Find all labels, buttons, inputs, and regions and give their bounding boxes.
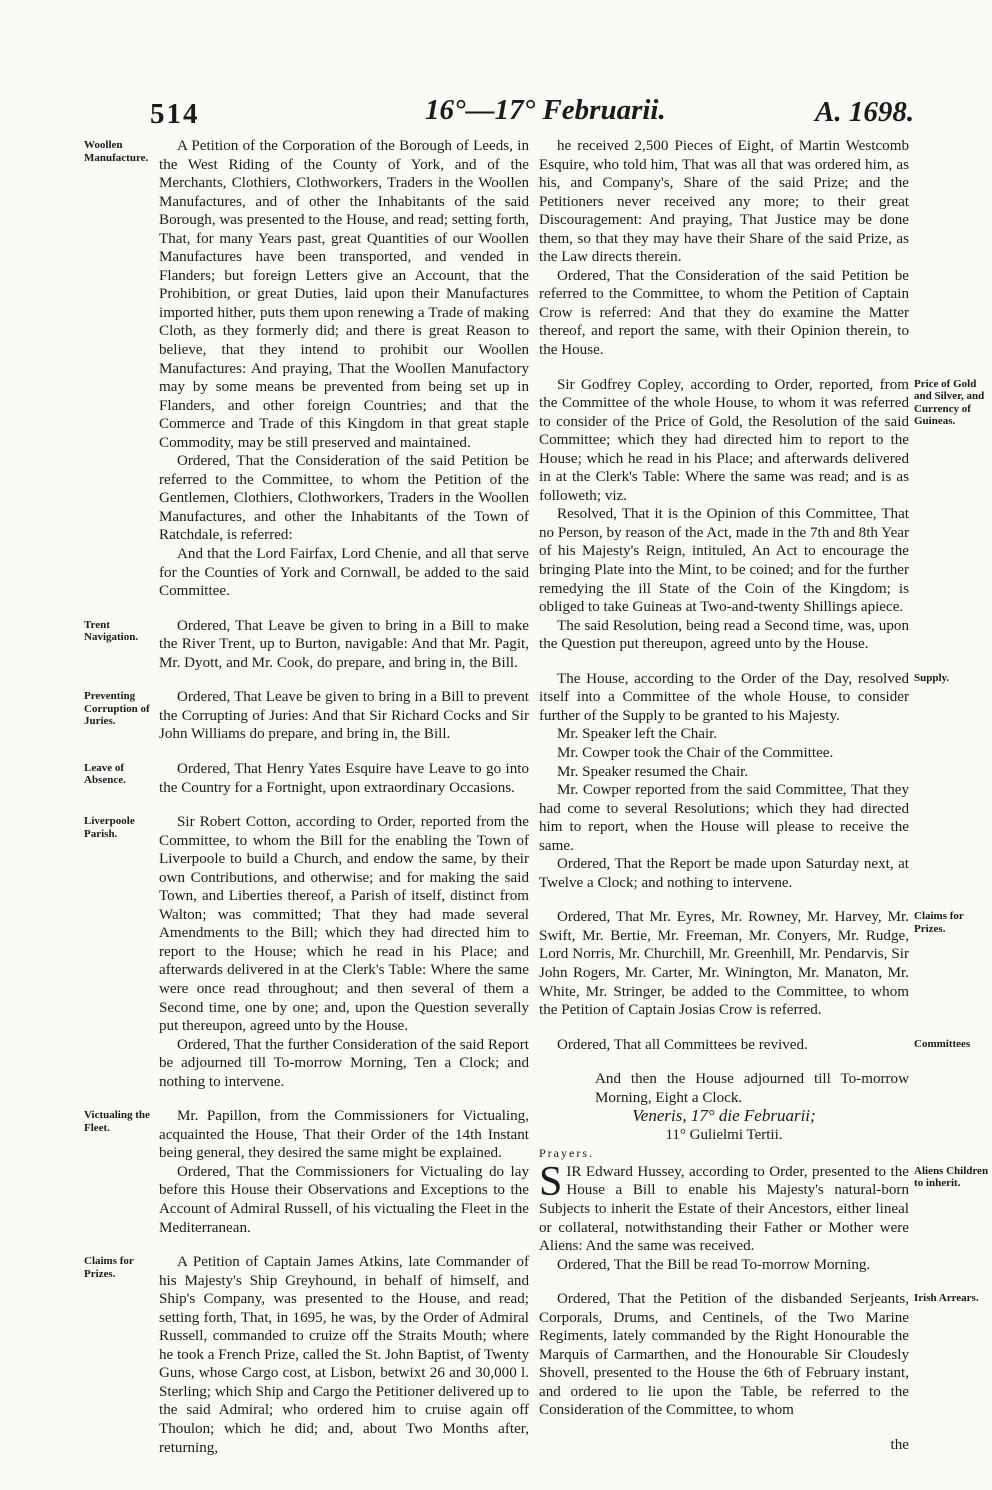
entry-text: IR Edward Hussey, according to Order, presented to the House a Bill to enable his Majesty's natural-born Subjects to inherit the Estate of their Ancestors, either lineal or collateral, notwithstanding their Father or Mother were Aliens: And the same was received. — [539, 1163, 909, 1255]
entry-paragraph: Ordered, That Mr. Eyres, Mr. Rowney, Mr. Harvey, Mr. Swift, Mr. Bertie, Mr. Freeman, Mr. Conyers, Mr. Rudge, Lord Norris, Mr. Churchill, Mr. Greenhill, Mr. Pendarvis, Sir John Rogers, Mr. Carter, Mr. Winington, Mr. Manaton, Mr. White, Mr. Stringer, be added to the Committee, to whom the Petition of Captain Josias Crow is referred. — [539, 909, 909, 1019]
entry-block — [539, 1158, 909, 1274]
margin-note: Supply. — [914, 671, 950, 684]
entry-paragraph: A Petition of the Corporation of the Borough of Leeds, in the West Riding of the County of York, and of the Merchants, Clothiers, Clothworkers, Traders in the Woollen Manufactures, and of other the Inhabitants of the said Borough, was presented to the House, and read; setting forth, That, for many Years past, great Quantities of our Woollen Manufactures have been transported, and vended in Flanders; but foreign Letters give an Account, that the Prohibition, or great Duties, laid upon their Manufactures imported hither, puts them upon renewing a Trade of making Cloth, as they formerly did; and there is great Reason to believe, that they intend to prohibit our Woollen Manufactures: And praying, That the Woollen Manufactory may by some means be prevented from being set up in Flanders, and other foreign Countries; and that the Commerce and Trade of this Kingdom in that great staple Commodity, may be still preserved and maintained. — [159, 138, 529, 451]
entry-paragraph: Ordered, That Leave be given to bring in a Bill to make the River Trent, up to Burton, navigable: And that Mr. Pagit, Mr. Dyott, and Mr. Cook, do prepare, and bring in, the Bill. — [159, 617, 529, 671]
entry-paragraph: Mr. Papillon, from the Commissioners for Victualing, acquainted the House, That their Order of the 14th Instant being general, they desired the same might be explained. — [159, 1108, 529, 1162]
entry-paragraph: Ordered, That all Committees be revived. — [557, 1036, 808, 1053]
catchword: the — [890, 1437, 909, 1453]
left-column — [159, 137, 529, 1473]
entry-paragraph: The House, according to the Order of the Day, resolved itself into a Committee of the whole House, to consider further of the Supply to be granted to his Majesty. — [539, 670, 909, 724]
entry-paragraph: Ordered, That the Bill be read To-morrow Morning. — [557, 1256, 871, 1273]
entry-paragraph: Mr. Speaker resumed the Chair. — [557, 763, 749, 780]
margin-note: Leave of Absence. — [84, 761, 126, 787]
entry-block — [159, 1253, 529, 1457]
entry-paragraph: A Petition of Captain James Atkins, late Commander of his Majesty's Ship Greyhound, in behalf of himself, and Ship's Company, was presented to the House, and read; setting forth, That, in 1695, he was, by the Order of Admiral Russell, commanded to cruize off the Straits Mouth; where he took a French Prize, called the St. John Baptist, of Twenty Guns, whose Cargo cost, at Lisbon, betwixt 26 and 30,000 l. Sterling; which Ship and Cargo the Petitioner delivered up to the said Admiral; who ordered him to cruise again off Thoulon; which he did; and, about Two Months after, returning, — [159, 1254, 529, 1456]
entry-block — [159, 760, 529, 797]
page-date: 16°—17° Februarii. — [425, 94, 666, 126]
entry-paragraph: Ordered, That the further Consideration of the said Report be adjourned till To-morrow Morning, Ten a Clock; and nothing to intervene. — [159, 1036, 529, 1090]
entry-paragraph: Ordered, That the Petition of the disbanded Serjeants, Corporals, Drums, and Centinels, of the Two Marine Regiments, lately commanded by the Right Honourable the Marquis of Carmarthen, and the Honourable Sir Cloudesly Shovell, presented to the House the 6th of February instant, and ordered to lie upon the Table, be referred to the Consideration of the Committee, to whom — [539, 1291, 909, 1419]
margin-note: Preventing Corruption of Juries. — [84, 690, 150, 728]
entry-paragraph: he received 2,500 Pieces of Eight, of Martin Westcomb Esquire, who told him, That was all that was ordered him, as his, and Company's, Share of the said Prize; and the Petitioners never received any more; to their great Discouragement: And praying, That Justice may be done them, so that they may have their Share of the said Prize, as the Law directs therein. — [539, 138, 909, 266]
entry-paragraph: Ordered, That the Report be made upon Saturday next, at Twelve a Clock; and nothing to intervene. — [539, 856, 909, 891]
entry-paragraph: Ordered, That the Commissioners for Victualing do lay before this House their Observations and Exceptions to the Account of Admiral Russell, of his victualing the Fleet in the Mediterranean. — [159, 1163, 529, 1236]
margin-note: Woollen Manufacture. — [84, 139, 149, 164]
entry-block — [159, 688, 529, 744]
entry-block — [539, 670, 909, 893]
page-header — [0, 94, 992, 138]
day-entries — [539, 1158, 909, 1420]
entry-paragraph: Sir Godfrey Copley, according to Order, reported, from the Committee of the whole House, to whom it was referred to consider of the Price of Gold, the Resolution of the said Committee; which they had directed him to report to the House; which he read in his Place; and afterwards delivered in at the Clerk's Table: Where the same was read; and is as followeth; viz. — [539, 376, 909, 504]
margin-note: Claims for Prizes. — [914, 910, 964, 935]
entry-paragraph: The said Resolution, being read a Second time, was, upon the Question put thereupon, agreed unto by the House. — [539, 617, 909, 653]
margin-note: Price of Gold and Silver, and Currency of Guineas. — [914, 377, 985, 428]
prayers-heading: Prayers. — [539, 1146, 594, 1161]
entry-paragraph: And that the Lord Fairfax, Lord Chenie, and all that serve for the Counties of York and Cornwall, be added to the said Committee. — [159, 546, 529, 600]
right-entries — [539, 137, 909, 1054]
margin-note: Aliens Children to inherit. — [914, 1164, 989, 1190]
right-column — [539, 137, 909, 1455]
day-title: Veneris, 17° die Februarii; — [632, 1106, 816, 1126]
margin-note: Irish Arrears. — [914, 1292, 979, 1305]
entry-block — [159, 617, 529, 673]
entry-block — [539, 137, 909, 360]
entry-block — [539, 1290, 909, 1420]
entry-paragraph: Mr. Cowper reported from the said Committee, That they had come to several Resolutions; which they had directed him to report, when the House will please to receive the same. — [539, 782, 909, 854]
entry-block — [159, 137, 529, 601]
margin-note: Victualing the Fleet. — [84, 1109, 150, 1134]
entry-block — [539, 908, 909, 1019]
drop-capital: S — [539, 1158, 563, 1205]
entry-block — [539, 1036, 909, 1055]
entry-paragraph: Ordered, That Henry Yates Esquire have Leave to go into the Country for a Fortnight, upon extraordinary Occasions. — [159, 760, 529, 796]
margin-note: Claims for Prizes. — [84, 1255, 134, 1280]
day-subtitle: 11° Gulielmi Tertii. — [665, 1126, 783, 1143]
adjournment: And then the House adjourned till To-morrow Morning, Eight a Clock. — [595, 1071, 909, 1106]
entry-block — [159, 813, 529, 1091]
entry-block — [539, 376, 909, 654]
entry-paragraph: Sir Robert Cotton, according to Order, reported from the Committee, to whom the Bill for the enabling the Town of Liverpoole to build a Church, and endow the same, by their own Contributions, and otherwise; and for making the said Town, and Liberties thereof, a Parish of itself, distinct from Walton; was committed; That they had made several Amendments to the Bill; which they had directed him to report to the House; which he read in his Place; and afterwards delivered in at the Clerk's Table: Where the same were once read throughout; and then several of them a Second time, one by one; and, upon the Question severally put thereupon, agreed unto by the House. — [159, 814, 529, 1035]
margin-note: Committees — [914, 1037, 971, 1050]
entry-paragraph: Mr. Speaker left the Chair. — [557, 726, 718, 743]
entry-paragraph: Ordered, That the Consideration of the said Petition be referred to the Committee, to whom the Petition of the Gentlemen, Clothiers, Clothworkers, Traders in the Woollen Manufactures, and other the Inhabitants of the Town of Ratchdale, is referred: — [159, 453, 529, 544]
entry-paragraph: Resolved, That it is the Opinion of this Committee, That no Person, by reason of the Act, made in the 7th and 8th Year of his Majesty's Reign, intituled, An Act to encourage the bringing Plate into the Mint, to be coined; and for the further remedying the ill State of the Coin of the Kingdom; is obliged to take Guineas at Two-and-twenty Shillings apiece. — [539, 506, 909, 616]
entry-paragraph: Ordered, That Leave be given to bring in a Bill to prevent the Corrupting of Juries: And that Sir Richard Cocks and Sir John Williams do prepare, and bring in, the Bill. — [159, 689, 529, 743]
page-year: A. 1698. — [815, 96, 915, 128]
margin-note: Liverpoole Parish. — [84, 815, 135, 840]
entry-block — [159, 1107, 529, 1237]
entry-paragraph — [539, 1158, 909, 1256]
page-number: 514 — [150, 98, 200, 130]
entry-paragraph: Ordered, That the Consideration of the said Petition be referred to the Committee, to whom the Petition of Captain Crow is referred: And that they do examine the Matter thereof, and report the same, with their Opinion therein, to the House. — [539, 267, 909, 359]
entry-paragraph: Mr. Cowper took the Chair of the Committee. — [557, 744, 834, 761]
margin-note: Trent Navigation. — [84, 618, 139, 644]
